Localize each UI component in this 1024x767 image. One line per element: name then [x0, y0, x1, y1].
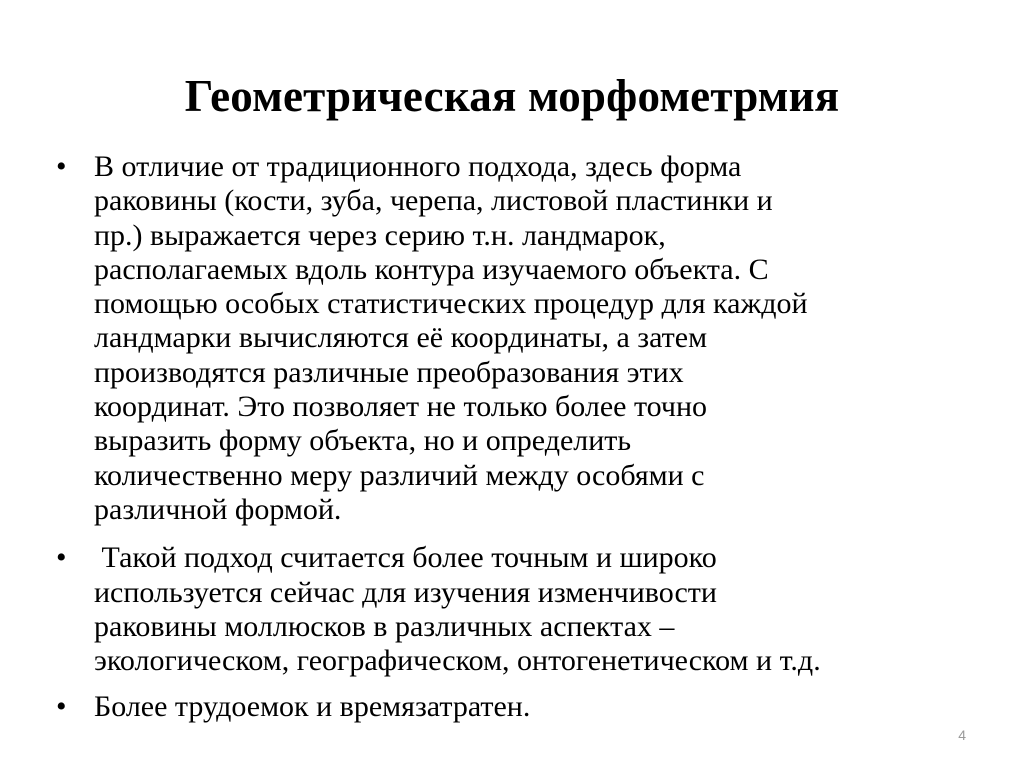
- bullet-list: [56, 150, 971, 733]
- bullet-1-line-4: располагаемых вдоль контура изучаемого объекта. С: [94, 252, 769, 286]
- bullet-marker: •: [56, 690, 67, 724]
- bullet-item-2: [56, 541, 971, 678]
- bullet-item-3: [56, 690, 971, 724]
- bullet-marker: •: [56, 150, 67, 183]
- bullet-1-line-8: координат. Это позволяет не только более точно: [94, 390, 708, 424]
- bullet-1-line-5: помощью особых статистических процедур для каждой: [94, 287, 808, 321]
- bullet-3-line-1: Более трудоемок и времязатратен.: [94, 690, 531, 724]
- bullet-1-line-11: различной формой.: [94, 492, 342, 526]
- bullet-1-line-6: ландмарки вычисляются её координаты, а затем: [94, 321, 708, 355]
- bullet-marker: •: [56, 541, 67, 575]
- bullet-2-line-3: раковины моллюсков в различных аспектах –: [94, 609, 675, 643]
- bullet-1-line-10: количественно меру различий между особями с: [94, 458, 705, 492]
- page-number: 4: [958, 727, 966, 743]
- bullet-1-line-1: В отличие от традиционного подхода, здесь форма: [94, 150, 742, 183]
- bullet-1-line-9: выразить форму объекта, но и определить: [94, 424, 632, 458]
- bullet-1-line-7: производятся различные преобразования этих: [94, 355, 684, 389]
- bullet-1-line-2: раковины (кости, зуба, черепа, листовой пластинки и: [94, 184, 773, 218]
- bullet-2-line-2: используется сейчас для изучения изменчивости: [94, 575, 717, 609]
- bullet-1-line-3: пр.) выражается через серию т.н. ландмарок,: [94, 218, 666, 252]
- bullet-item-1: [56, 150, 971, 527]
- slide-title: Геометрическая морфометрмия: [184, 71, 840, 121]
- bullet-2-line-1: Такой подход считается более точным и широко: [94, 541, 717, 575]
- bullet-2-line-4: экологическом, географическом, онтогенетическом и т.д.: [94, 644, 821, 678]
